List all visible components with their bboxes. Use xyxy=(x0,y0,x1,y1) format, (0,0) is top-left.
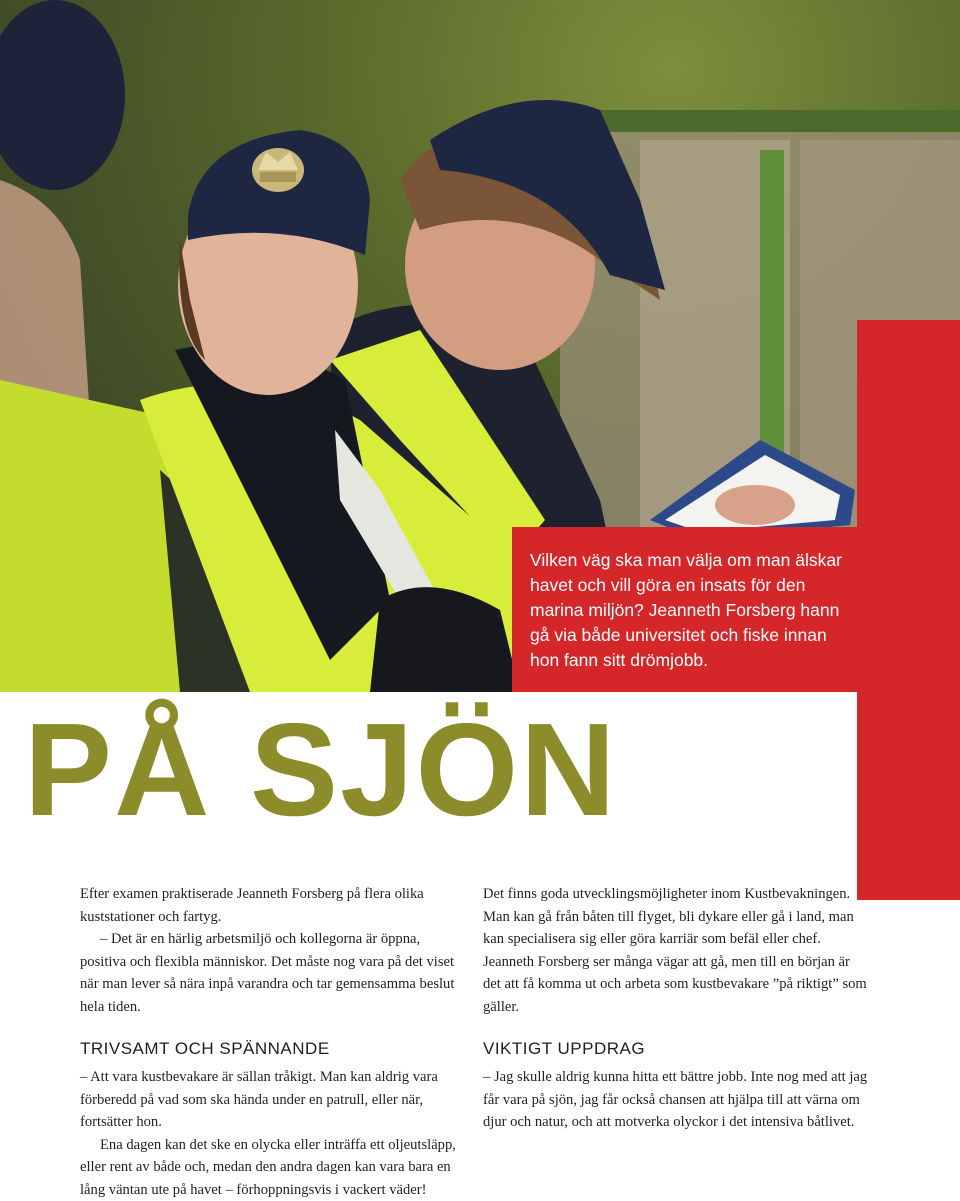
headline: PÅ SJÖN xyxy=(24,690,618,850)
right-subheading: VIKTIGT UPPDRAG xyxy=(483,1038,868,1060)
right-column xyxy=(483,883,868,1134)
right-paragraph-2: – Jag skulle aldrig kunna hitta ett bättre jobb. Inte nog med att jag får vara på sjön, jag får också chansen att hjälpa till att värna om djur och natur, och att motverka olyckor i det intensiva båtlivet. xyxy=(483,1066,868,1134)
left-paragraph-3: – Att vara kustbevakare är sällan tråkigt. Man kan aldrig vara förberedd på vad som ska hända under en patrull, eller när, fortsätter hon. xyxy=(80,1066,465,1134)
left-paragraph-1: Efter examen praktiserade Jeanneth Forsberg på flera olika kuststationer och fartyg. xyxy=(80,883,465,928)
crown-badge-icon xyxy=(252,148,304,192)
left-subheading: TRIVSAMT OCH SPÄNNANDE xyxy=(80,1038,465,1060)
intro-quote: Vilken väg ska man välja om man älskar havet och vill göra en insats för den marina miljön? Jeanneth Forsberg hann gå via både universitet och fiske innan hon fann sitt drömjobb. xyxy=(530,548,860,673)
right-paragraph-1: Det finns goda utvecklingsmöjligheter inom Kustbevakningen. Man kan gå från båten till flyget, bli dykare eller gå i land, man kan specialisera sig eller göra karriär som befäl eller chef. Jeanneth Forsberg ser många vägar att gå, men till en början är det att få komma ut och arbeta som kustbevakare ”på riktigt” som gäller. xyxy=(483,883,868,1018)
left-paragraph-2: – Det är en härlig arbetsmiljö och kollegorna är öppna, positiva och flexibla människor. Det måste nog vara på det viset när man lever så nära inpå varandra och tar gemensamma beslut hela tiden. xyxy=(80,928,465,1018)
left-paragraph-4: Ena dagen kan det ske en olycka eller inträffa ett oljeutsläpp, eller rent av både och, medan den andra dagen kan vara bara en lång väntan ute på havet – förhoppningsvis i vackert väder! xyxy=(80,1134,465,1201)
left-column xyxy=(80,883,465,1201)
